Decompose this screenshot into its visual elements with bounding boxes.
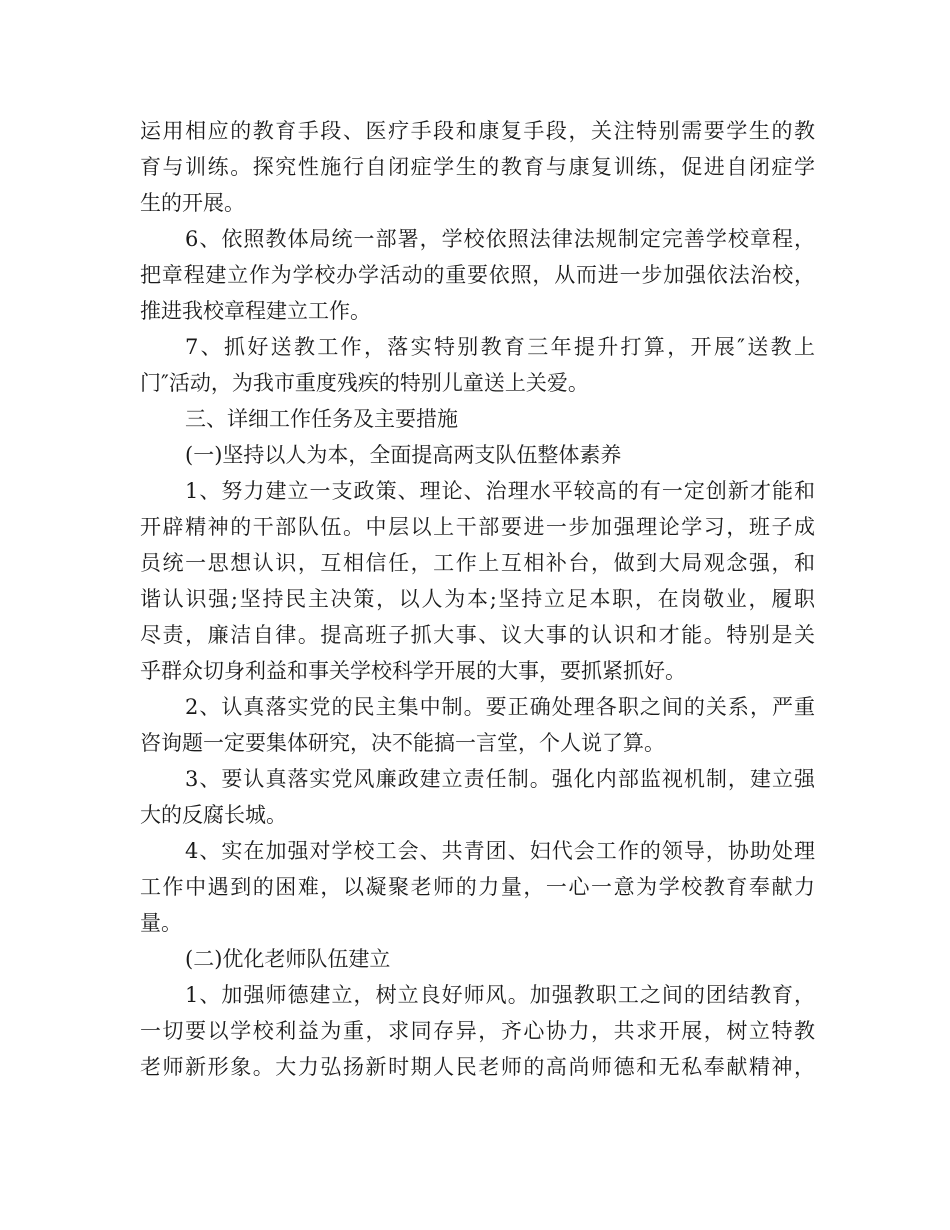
paragraph-7-start: 7、抓好送教工作，落实特别教育三年提升打算，开展″送教上	[185, 335, 815, 359]
text-line: 推进我校章程建立工作。	[140, 299, 371, 323]
subsection-heading-1: (一)坚持以人为本，全面提高两支队伍整体素养	[185, 443, 622, 467]
text-line: 一切要以学校利益为重，求同存异，齐心协力，共求开展，树立特教	[140, 1019, 815, 1043]
section-heading-3: 三、详细工作任务及主要措施	[185, 407, 458, 431]
text-line: 育与训练。探究性施行自闭症学生的教育与康复训练，促进自闭症学	[140, 155, 815, 179]
text-line: 运用相应的教育手段、医疗手段和康复手段，关注特别需要学生的教	[140, 119, 815, 143]
text-line: 量。	[140, 911, 182, 935]
text-line: 老师新形象。大力弘扬新时期人民老师的高尚师德和无私奉献精神，	[140, 1055, 815, 1079]
text-line: 工作中遇到的困难，以凝聚老师的力量，一心一意为学校教育奉献力	[140, 875, 815, 899]
text-line: 生的开展。	[140, 191, 245, 215]
text-line: 谐认识强;坚持民主决策，以人为本;坚持立足本职，在岗敬业，履职	[140, 587, 815, 611]
text-line: 把章程建立作为学校办学活动的重要依照，从而进一步加强依法治校，	[140, 263, 815, 287]
text-line: 尽责，廉洁自律。提高班子抓大事、议大事的认识和才能。特别是关	[140, 623, 815, 647]
document-body	[140, 113, 815, 1085]
text-line: 员统一思想认识，互相信任，工作上互相补台，做到大局观念强，和	[140, 551, 815, 575]
item-3-start: 3、要认真落实党风廉政建立责任制。强化内部监视机制，建立强	[185, 767, 815, 791]
text-line: 咨询题一定要集体研究，决不能搞一言堂，个人说了算。	[140, 731, 665, 755]
item-4-start: 4、实在加强对学校工会、共青团、妇代会工作的领导，协助处理	[185, 839, 815, 863]
text-line: 开辟精神的干部队伍。中层以上干部要进一步加强理论学习，班子成	[140, 515, 815, 539]
item-2-start: 2、认真落实党的民主集中制。要正确处理各职之间的关系，严重	[185, 695, 815, 719]
text-line: 门″活动，为我市重度残疾的特别儿童送上关爱。	[140, 371, 589, 395]
subsection-heading-2: (二)优化老师队伍建立	[185, 947, 391, 971]
item-1b-start: 1、加强师德建立，树立良好师风。加强教职工之间的团结教育，	[185, 983, 815, 1007]
text-line: 乎群众切身利益和事关学校科学开展的大事，要抓紧抓好。	[140, 659, 686, 683]
text-line: 大的反腐长城。	[140, 803, 287, 827]
item-1-start: 1、努力建立一支政策、理论、治理水平较高的有一定创新才能和	[185, 479, 815, 503]
paragraph-6-start: 6、依照教体局统一部署，学校依照法律法规制定完善学校章程，	[185, 227, 815, 251]
